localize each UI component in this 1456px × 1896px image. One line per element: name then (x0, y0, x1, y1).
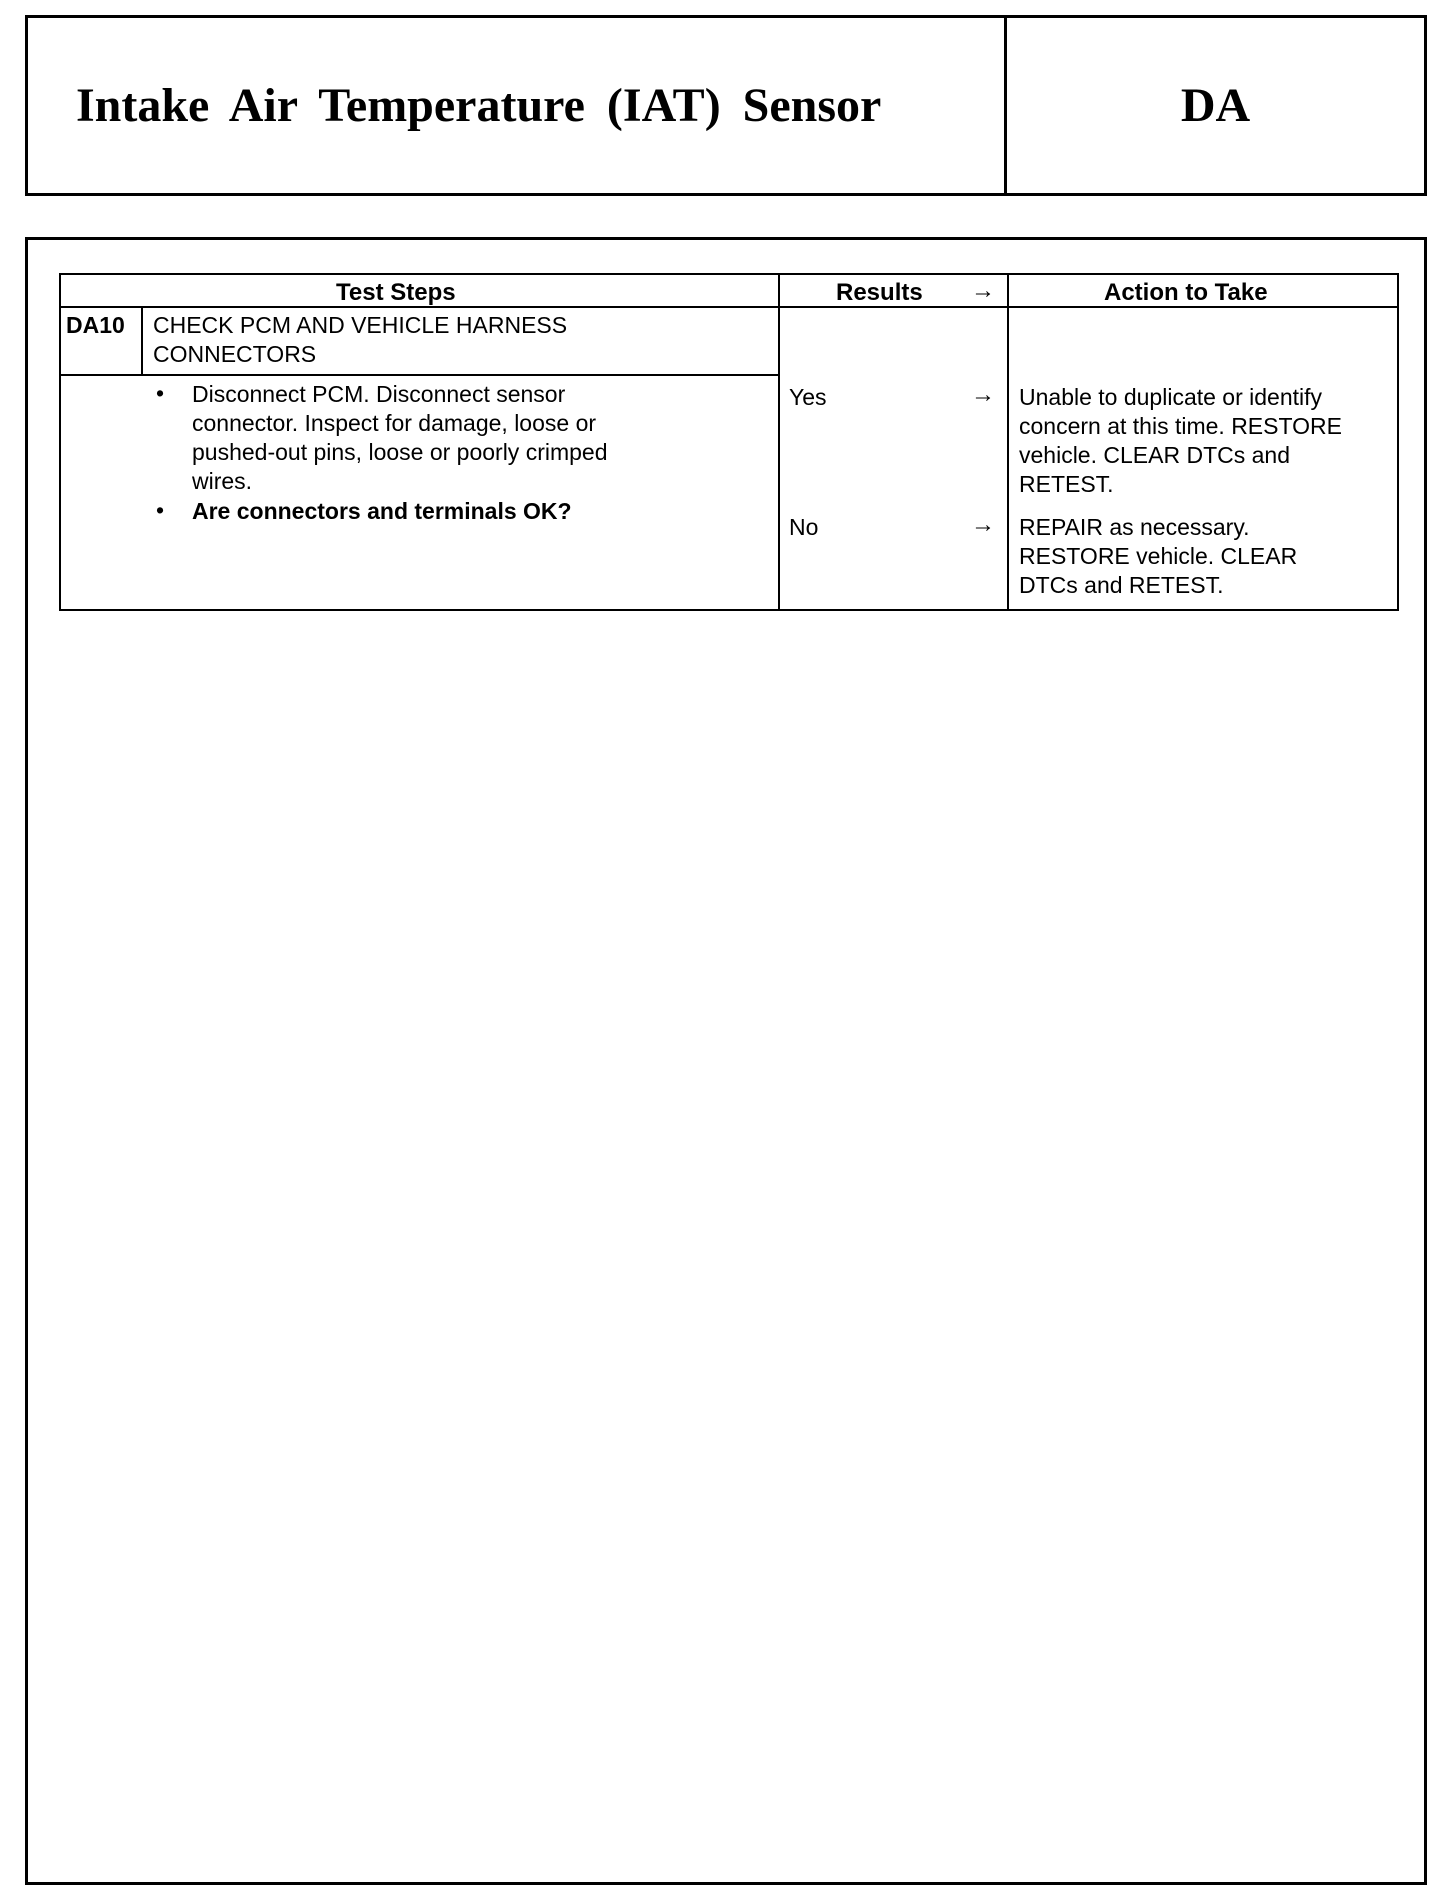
col-header-results: Results (836, 279, 923, 306)
header-code-cell (1007, 18, 1424, 193)
step-title-line: CHECK PCM AND VEHICLE HARNESS (153, 312, 568, 338)
step-title-divider (61, 374, 778, 376)
bullet-icon: • (156, 497, 165, 523)
header-title-cell (28, 18, 1007, 193)
step-title-line: CONNECTORS (153, 341, 317, 367)
action-line: DTCs and RETEST. (1019, 572, 1224, 598)
test-steps-table (59, 273, 1399, 611)
col-header-action: Action to Take (1104, 279, 1268, 306)
arrow-icon: → (971, 277, 995, 304)
instruction-line: pushed-out pins, loose or poorly crimped (192, 439, 608, 465)
action-line: vehicle. CLEAR DTCs and (1019, 442, 1290, 468)
action-line: RETEST. (1019, 471, 1114, 497)
page-header (25, 15, 1427, 196)
bullet-icon: • (156, 380, 165, 406)
instruction-line: Disconnect PCM. Disconnect sensor (192, 381, 566, 407)
action-line: REPAIR as necessary. (1019, 514, 1250, 540)
content-panel (25, 237, 1427, 1885)
col-header-test-steps: Test Steps (336, 279, 456, 306)
action-line: RESTORE vehicle. CLEAR (1019, 543, 1298, 569)
question-text: Are connectors and terminals OK? (192, 498, 572, 524)
arrow-icon: → (971, 511, 995, 538)
result-no-label: No (789, 514, 819, 540)
page-title: Intake Air Temperature (IAT) Sensor (76, 79, 882, 132)
instruction-line: wires. (192, 468, 253, 494)
action-line: Unable to duplicate or identify (1019, 384, 1323, 410)
step-id-divider (141, 306, 143, 374)
instruction-line: connector. Inspect for damage, loose or (192, 410, 597, 436)
column-divider-action (1007, 275, 1009, 609)
action-line: concern at this time. RESTORE (1019, 413, 1342, 439)
column-divider-results (778, 275, 780, 609)
result-yes-label: Yes (789, 384, 827, 410)
step-id: DA10 (66, 312, 125, 338)
section-code: DA (1180, 79, 1251, 132)
arrow-icon: → (971, 381, 995, 408)
